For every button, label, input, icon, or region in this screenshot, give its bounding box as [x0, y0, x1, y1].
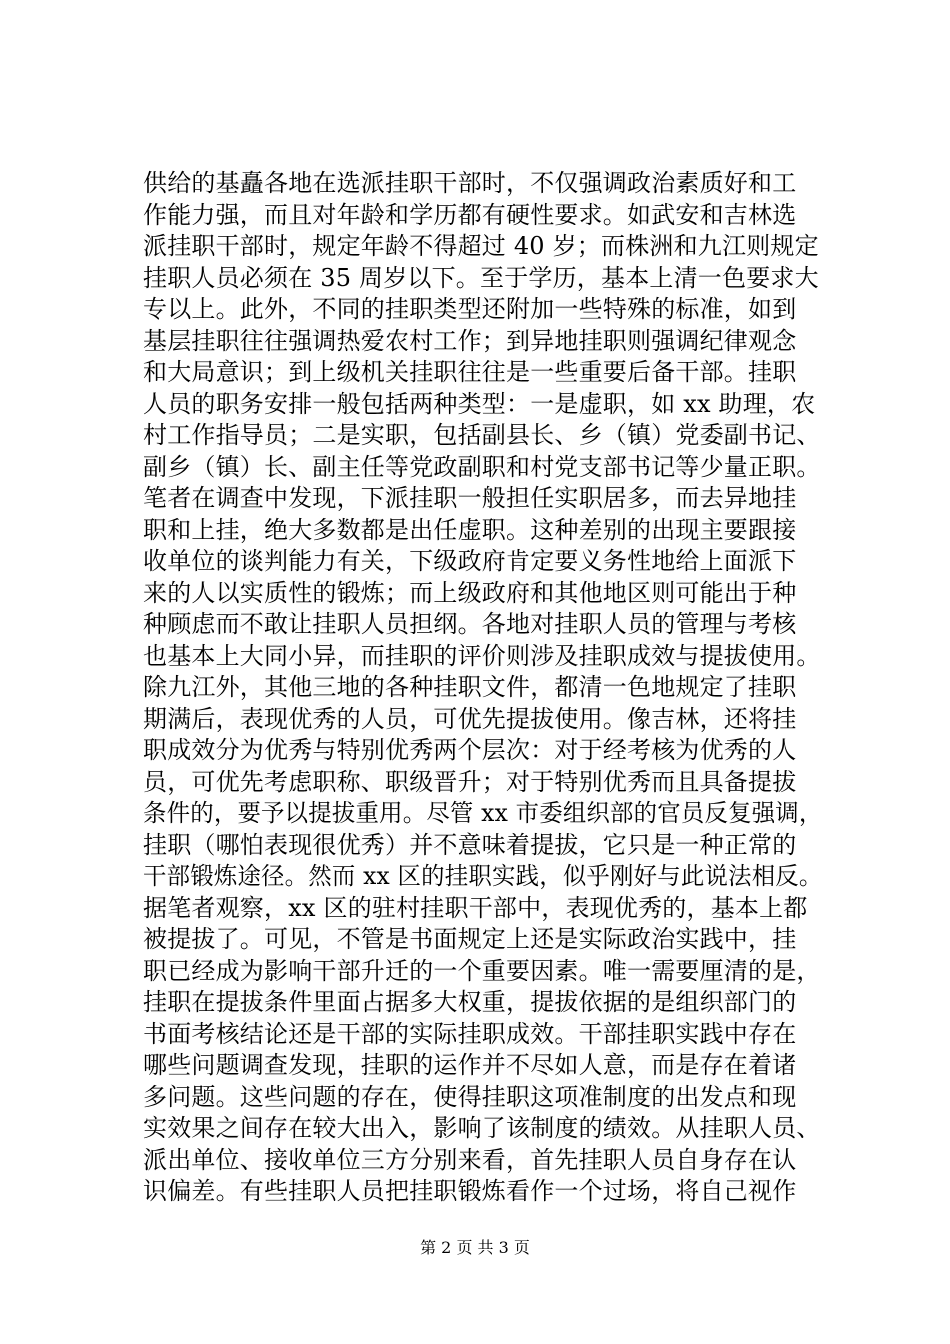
text-line: 种顾虑而不敢让挂职人员担纲。各地对挂职人员的管理与考核: [143, 610, 797, 638]
text-line: 作能力强，而且对年龄和学历都有硬性要求。如武安和吉林选: [143, 200, 797, 229]
text-line: 职成效分为优秀与特别优秀两个层次：对于经考核为优秀的人: [143, 736, 797, 764]
text-line: 也基本上大同小异，而挂职的评价则涉及挂职成效与提拔使用。: [143, 641, 821, 670]
text-line: 基层挂职往往强调热爱农村工作；到异地挂职则强调纪律观念: [143, 326, 797, 355]
text-line: 据笔者观察，xx 区的驻村挂职干部中，表现优秀的，基本上都: [143, 893, 808, 922]
text-line: 期满后，表现优秀的人员，可优先提拔使用。像吉林，还将挂: [143, 704, 797, 733]
text-line: 专以上。此外，不同的挂职类型还附加一些特殊的标准，如到: [143, 295, 797, 323]
text-line: 人员的职务安排一般包括两种类型：一是虚职，如 xx 助理，农: [143, 389, 816, 418]
text-line: 挂职在提拔条件里面占据多大权重，提拔依据的是组织部门的: [143, 988, 797, 1016]
text-line: 实效果之间存在较大出入，影响了该制度的绩效。从挂职人员、: [143, 1114, 821, 1142]
text-line: 员，可优先考虑职称、职级晋升；对于特别优秀而且具备提拔: [143, 767, 797, 796]
text-line: 收单位的谈判能力有关，下级政府肯定要义务性地给上面派下: [143, 547, 797, 575]
text-line: 干部锻炼途径。然而 xx 区的挂职实践，似乎刚好与此说法相反。: [143, 862, 823, 890]
text-line: 条件的，要予以提拔重用。尽管 xx 市委组织部的官员反复强调，: [143, 799, 823, 827]
text-line: 副乡（镇）长、副主任等党政副职和村党支部书记等少量正职。: [143, 452, 821, 481]
text-line: 书面考核结论还是干部的实际挂职成效。干部挂职实践中存在: [143, 1019, 797, 1048]
text-line: 挂职（哪怕表现很优秀）并不意味着提拔，它只是一种正常的: [143, 830, 797, 859]
text-line: 被提拔了。可见，不管是书面规定上还是实际政治实践中，挂: [143, 925, 797, 953]
text-line: 派挂职干部时，规定年龄不得超过 40 岁；而株洲和九江则规定: [143, 232, 819, 260]
text-line: 职已经成为影响干部升迁的一个重要因素。唯一需要厘清的是，: [143, 956, 821, 985]
text-line: 来的人以实质性的锻炼；而上级政府和其他地区则可能出于种: [143, 578, 797, 607]
body-text: [143, 168, 823, 1208]
text-line: 和大局意识；到上级机关挂职往往是一些重要后备干部。挂职: [143, 358, 797, 386]
text-line: 供给的基矗各地在选派挂职干部时，不仅强调政治素质好和工: [143, 169, 797, 197]
text-line: 除九江外，其他三地的各种挂职文件，都清一色地规定了挂职: [143, 673, 797, 701]
text-line: 派出单位、接收单位三方分别来看，首先挂职人员自身存在认: [143, 1145, 797, 1174]
page-footer: 第 2 页 共 3 页: [420, 1238, 530, 1257]
text-line: 挂职人员必须在 35 周岁以下。至于学历，基本上清一色要求大: [143, 263, 819, 292]
text-line: 笔者在调查中发现，下派挂职一般担任实职居多，而去异地挂: [143, 484, 797, 512]
text-line: 职和上挂，绝大多数都是出任虚职。这种差别的出现主要跟接: [143, 515, 797, 544]
text-line: 识偏差。有些挂职人员把挂职锻炼看作一个过场，将自己视作: [143, 1177, 797, 1205]
text-line: 村工作指导员；二是实职，包括副县长、乡（镇）党委副书记、: [143, 421, 821, 449]
text-line: 哪些问题调查发现，挂职的运作并不尽如人意，而是存在着诸: [143, 1051, 797, 1079]
text-line: 多问题。这些问题的存在，使得挂职这项准制度的出发点和现: [143, 1082, 797, 1111]
